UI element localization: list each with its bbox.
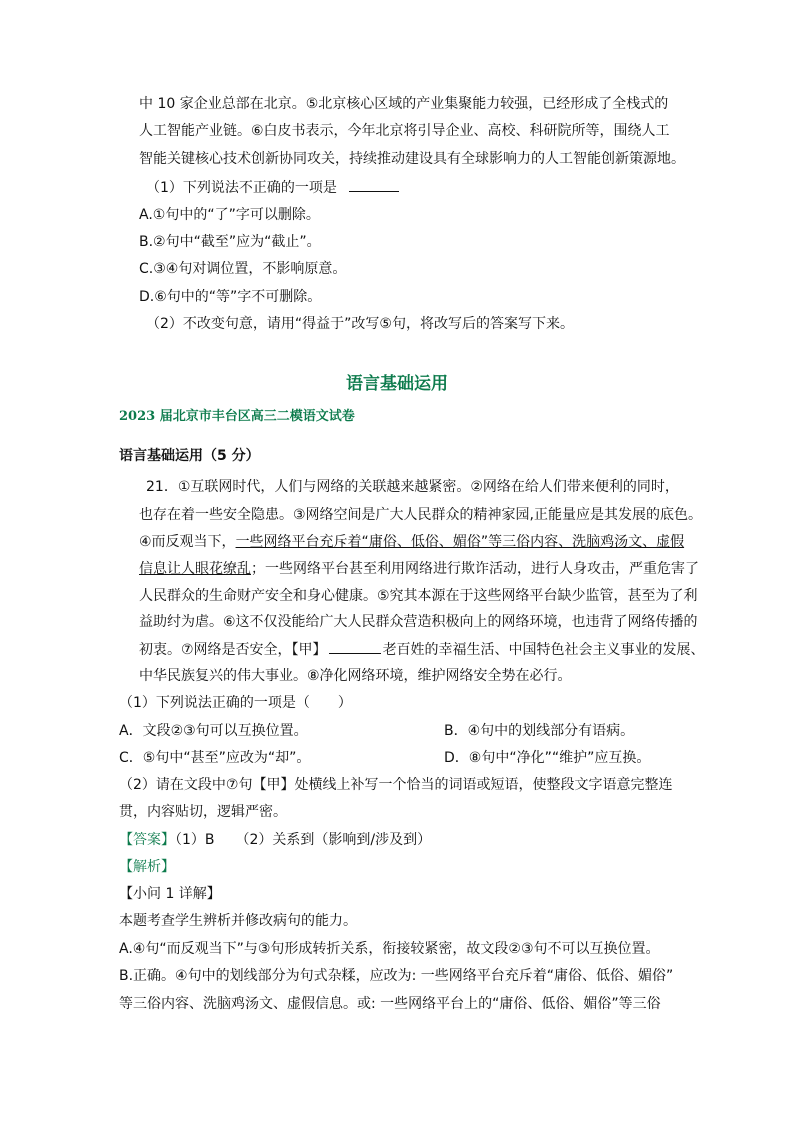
passage-text: ④而反观当下， — [139, 534, 236, 550]
answer-blank — [349, 177, 399, 192]
option-c: C.③④句对调位置，不影响原意。 — [139, 261, 347, 277]
passage-text: ；一些网络平台甚至利用网络进行欺诈活动，进行人身攻击，严重危害了 — [251, 561, 699, 577]
option-a: A．文段②③句可以互换位置。 — [119, 723, 308, 739]
answer-label: 【答案】 — [119, 832, 175, 848]
text-line: 智能关键核心技术创新协同攻关，持续推动建设具有全球影响力的人工智能创新策源地。 — [139, 151, 685, 167]
subsection-heading: 语言基础运用（5 分） — [119, 448, 260, 464]
question-2: （2）请在文段中⑦句【甲】处横线上补写一个恰当的词语或短语，使整段文字语意完整连 — [119, 777, 673, 793]
option-d: D．⑧句中“净化”“维护”应互换。 — [444, 750, 651, 766]
section-title: 语言基础运用 — [346, 374, 448, 394]
option-a: A.①句中的“了”字可以删除。 — [139, 207, 320, 223]
answer-text: （1）B （2）关系到（影响到/涉及到） — [175, 832, 432, 848]
passage-text: 初衷。⑦网络是否安全，【甲】 — [139, 642, 327, 658]
analysis-line: B.正确。④句中的划线部分为句式杂糅，应改为: 一些网络平台充斥着“庸俗、低俗、媚俗” — [119, 968, 674, 984]
underlined-text: 信息让人眼花缭乱 — [139, 561, 251, 577]
subquestion-heading: 【小问 1 详解】 — [119, 886, 221, 902]
passage-line: 也存在着一些安全隐患。③网络空间是广大人民群众的精神家园,正能量应是其发展的底色。 — [139, 507, 702, 523]
passage-line — [139, 532, 684, 552]
passage-line: 人民群众的生命财产安全和身心健康。⑤究其本源在于这些网络平台缺少监管，甚至为了利 — [139, 588, 698, 604]
fill-blank — [329, 639, 381, 654]
analysis-line: 本题考查学生辨析并修改病句的能力。 — [119, 913, 357, 929]
question-1: （1）下列说法正确的一项是（ ） — [119, 695, 352, 711]
question-1 — [146, 177, 399, 198]
text-line: 中 10 家企业总部在北京。⑤北京核心区域的产业集聚能力较强，已经形成了全栈式的 — [139, 96, 669, 112]
passage-line — [139, 559, 699, 579]
analysis-line: A.④句“而反观当下”与③句形成转折关系，衔接较紧密，故文段②③句不可以互换位置。 — [119, 941, 660, 957]
passage-line: 益助纣为虐。⑥这不仅没能给广大人民群众营造积极向上的网络环境，也违背了网络传播的 — [139, 614, 698, 630]
option-b: B．④句中的划线部分有语病。 — [444, 723, 635, 739]
passage-line: 中华民族复兴的伟大事业。⑧净化网络环境，维护网络安全势在必行。 — [139, 668, 572, 684]
analysis-line: 等三俗内容、洗脑鸡汤文、虚假信息。或: 一些网络平台上的“庸俗、低俗、媚俗”等三俗 — [119, 996, 661, 1012]
option-b: B.②句中“截至”应为“截止”。 — [139, 234, 321, 250]
analysis-label: 【解析】 — [119, 859, 175, 875]
option-d: D.⑥句中的“等”字不可删除。 — [139, 289, 322, 305]
exam-source: 2023 届北京市丰台区高三二模语文试卷 — [119, 409, 355, 424]
text-line: 人工智能产业链。⑥白皮书表示，今年北京将引导企业、高校、科研院所等，围绕人工 — [139, 123, 670, 139]
question-2-cont: 贯，内容贴切，逻辑严密。 — [119, 804, 287, 820]
option-c: C．⑤句中“甚至”应改为“却”。 — [119, 750, 311, 766]
underlined-text: 一些网络平台充斥着“庸俗、低俗、媚俗”等三俗内容、洗脑鸡汤文、虚假 — [235, 534, 685, 550]
passage-text: 老百姓的幸福生活、中国特色社会主义事业的发展、 — [382, 642, 705, 658]
passage-line — [139, 639, 705, 660]
answer-line — [119, 830, 431, 850]
question-2: （2）不改变句意，请用“得益于”改写⑤句，将改写后的答案写下来。 — [146, 316, 574, 332]
question-1-text: （1）下列说法不正确的一项是 — [146, 180, 337, 196]
passage-line: 21．①互联网时代，人们与网络的关联越来越紧密。②网络在给人们带来便利的同时， — [146, 479, 679, 495]
